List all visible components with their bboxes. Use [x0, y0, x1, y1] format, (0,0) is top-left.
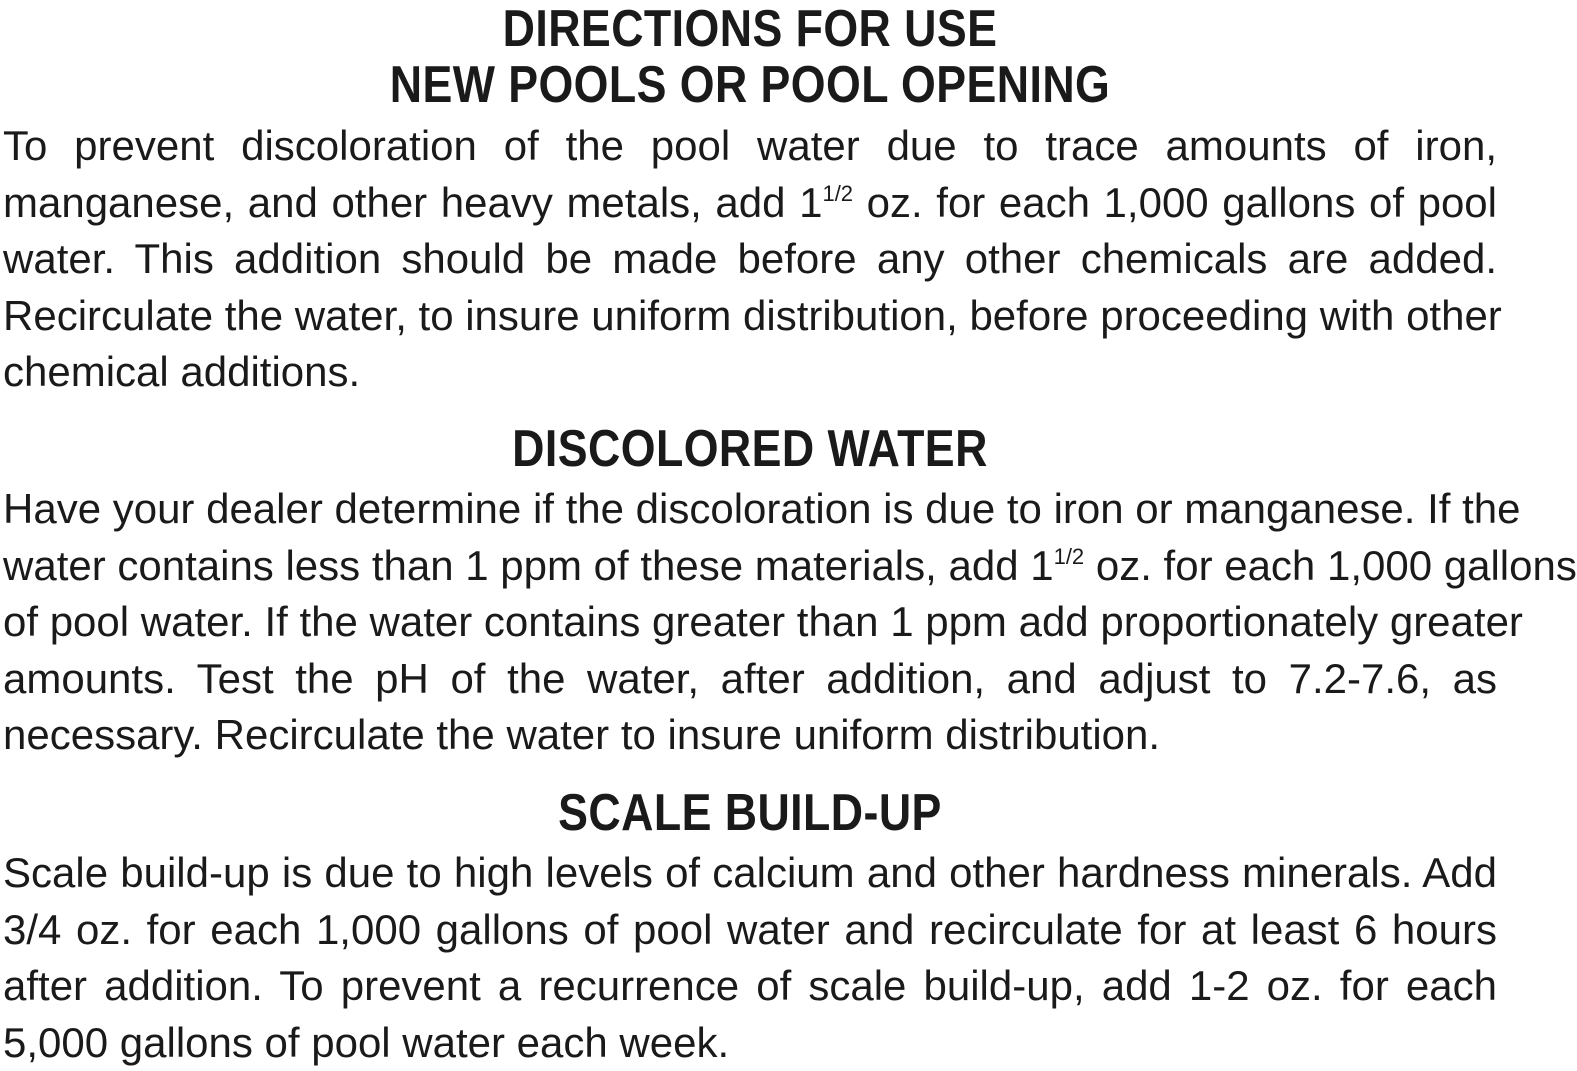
discolored-water-paragraph — [3, 481, 1497, 764]
paragraph-line: Have your dealer determine if the discoloration is due to iron or manganese. If the — [3, 481, 1497, 538]
paragraph-line: To prevent discoloration of the pool water due to trace amounts of iron, — [3, 118, 1497, 175]
directions-title-line2: NEW POOLS OR POOL OPENING — [390, 56, 1111, 114]
paragraph-line: of pool water. If the water contains greater than 1 ppm add proportionately greater — [3, 594, 1497, 651]
scale-build-up-paragraph — [3, 845, 1497, 1071]
new-pools-paragraph — [3, 118, 1497, 401]
text-segment: oz. for each 1,000 gallons of pool — [853, 179, 1497, 226]
paragraph-line: Scale build-up is due to high levels of calcium and other hardness minerals. Add — [3, 845, 1497, 902]
directions-title — [105, 0, 1395, 58]
paragraph-line: water. This addition should be made before any other chemicals are added. — [3, 231, 1497, 288]
scale-build-up-title — [105, 784, 1395, 842]
paragraph-line — [3, 175, 1497, 232]
paragraph-line: amounts. Test the pH of the water, after addition, and adjust to 7.2-7.6, as — [3, 651, 1497, 708]
fraction-superscript: 1/2 — [1054, 544, 1085, 569]
section-heading-text: SCALE BUILD-UP — [558, 784, 942, 842]
new-pools-title — [105, 56, 1395, 114]
paragraph-line: after addition. To prevent a recurrence of scale build-up, add 1-2 oz. for each — [3, 958, 1497, 1015]
text-segment: manganese, and other heavy metals, add 1 — [3, 179, 822, 226]
paragraph-line: Recirculate the water, to insure uniform distribution, before proceeding with other — [3, 288, 1497, 345]
directions-title-line1: DIRECTIONS FOR USE — [503, 0, 998, 58]
paragraph-line: chemical additions. — [3, 344, 1497, 401]
paragraph-line: 5,000 gallons of pool water each week. — [3, 1015, 1497, 1071]
fraction-superscript: 1/2 — [822, 181, 853, 206]
discolored-water-title — [105, 420, 1395, 478]
paragraph-line: 3/4 oz. for each 1,000 gallons of pool water and recirculate for at least 6 hours — [3, 902, 1497, 959]
section-heading-text: DISCOLORED WATER — [512, 420, 988, 478]
paragraph-line: necessary. Recirculate the water to insure uniform distribution. — [3, 707, 1497, 764]
text-segment: oz. for each 1,000 gallons — [1084, 542, 1577, 589]
text-segment: water contains less than 1 ppm of these materials, add 1 — [3, 542, 1054, 589]
paragraph-line — [3, 538, 1497, 595]
